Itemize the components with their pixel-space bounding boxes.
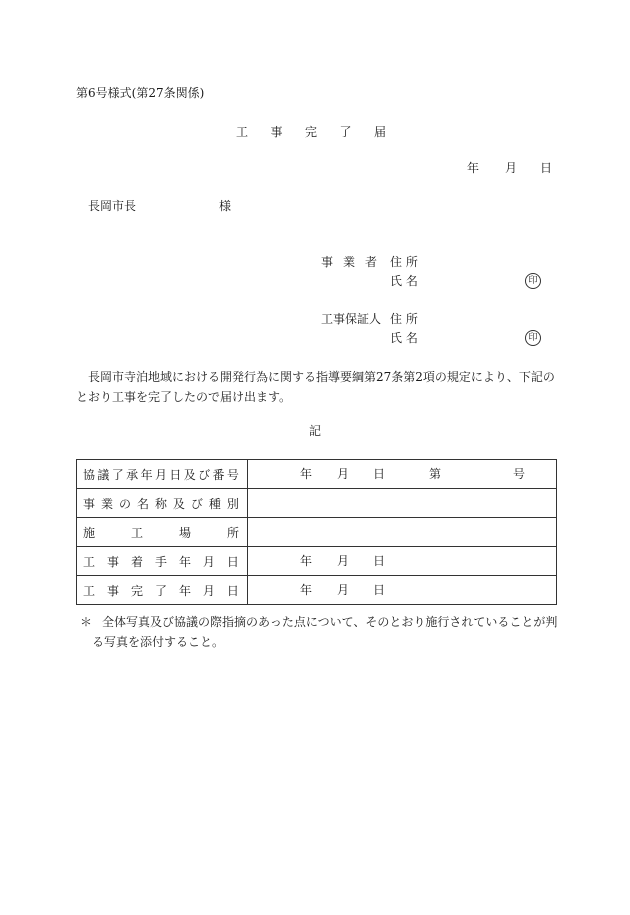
table-row xyxy=(77,489,557,518)
date-year: 年 xyxy=(467,161,480,175)
details-table xyxy=(76,459,557,605)
label-char: 番 xyxy=(212,467,225,482)
label-char: 業 xyxy=(100,496,113,511)
value-month: 月 xyxy=(337,554,350,568)
label-char: 別 xyxy=(226,496,239,511)
asterisk-mark: ＊ xyxy=(80,615,93,629)
label-char: 了 xyxy=(111,467,124,482)
ki-heading: 記 xyxy=(309,424,322,438)
role-char: 業 xyxy=(342,255,355,269)
label-char: 着 xyxy=(130,554,143,569)
label-char: 施 xyxy=(83,525,96,540)
label-char: び xyxy=(198,467,211,482)
label-char: 協 xyxy=(83,467,96,482)
label-char: 及 xyxy=(183,467,196,482)
footnote xyxy=(80,612,560,652)
title-char: 了 xyxy=(339,125,352,139)
guarantor-name-label: 氏 名 xyxy=(390,331,418,345)
label-char: 議 xyxy=(97,467,110,482)
label-char: 号 xyxy=(226,467,239,482)
role-char: 事 xyxy=(321,255,334,269)
label-char: 日 xyxy=(226,583,239,598)
label-char: 年 xyxy=(178,554,191,569)
label-char: 月 xyxy=(154,467,167,482)
label-char: 名 xyxy=(136,496,149,511)
row-label xyxy=(77,518,248,547)
label-char: 了 xyxy=(154,583,167,598)
label-char: 日 xyxy=(226,554,239,569)
label-char: 工 xyxy=(130,525,143,540)
role-char: 者 xyxy=(364,255,377,269)
row-label xyxy=(77,576,248,605)
label-char: 事 xyxy=(83,496,96,511)
value-day: 日 xyxy=(373,583,386,597)
table-row xyxy=(77,460,557,489)
value-day: 日 xyxy=(373,467,386,481)
label-char: 日 xyxy=(169,467,182,482)
guarantor-address-label: 住 所 xyxy=(390,312,418,326)
addressee-name: 長岡市長 xyxy=(88,199,137,213)
label-char: 承 xyxy=(126,467,139,482)
title-char: 完 xyxy=(304,125,317,139)
label-char: 完 xyxy=(130,583,143,598)
label-char: 手 xyxy=(154,554,167,569)
value-number-prefix: 第 xyxy=(429,467,442,481)
value-month: 月 xyxy=(337,467,350,481)
row-value[interactable] xyxy=(248,489,557,518)
title-char: 工 xyxy=(236,125,249,139)
addressee-honorific: 様 xyxy=(219,199,232,213)
value-year: 年 xyxy=(300,554,313,568)
document-title xyxy=(236,126,386,138)
table-row xyxy=(77,518,557,547)
row-value[interactable] xyxy=(248,460,557,489)
label-char: 称 xyxy=(154,496,167,511)
label-char: 月 xyxy=(202,554,215,569)
guarantor-role: 工事保証人 xyxy=(321,312,382,326)
label-char: 種 xyxy=(208,496,221,511)
title-char: 届 xyxy=(373,125,386,139)
label-char: び xyxy=(190,496,203,511)
label-char: 事 xyxy=(106,583,119,598)
table-row xyxy=(77,576,557,605)
label-char: 所 xyxy=(226,525,239,540)
seal-icon: 印 xyxy=(525,330,541,346)
date-month: 月 xyxy=(505,161,518,175)
label-char: 年 xyxy=(140,467,153,482)
body-paragraph: 長岡市寺泊地域における開発行為に関する指導要綱第27条第2項の規定により、下記のとおり工事を完了したので届け出ます。 xyxy=(76,370,555,404)
date-day: 日 xyxy=(540,161,553,175)
title-char: 事 xyxy=(270,125,283,139)
label-char: の xyxy=(118,496,131,511)
row-value[interactable] xyxy=(248,547,557,576)
value-number-suffix: 号 xyxy=(513,467,526,481)
row-value[interactable] xyxy=(248,518,557,547)
seal-icon: 印 xyxy=(525,273,541,289)
value-month: 月 xyxy=(337,583,350,597)
value-day: 日 xyxy=(373,554,386,568)
row-label xyxy=(77,489,248,518)
applicant-address-label: 住 所 xyxy=(390,255,418,269)
label-char: 場 xyxy=(178,525,191,540)
applicant-name-label: 氏 名 xyxy=(390,274,418,288)
label-char: 月 xyxy=(202,583,215,598)
footnote-text: 全体写真及び協議の際指摘のあった点について、そのとおり施行されていることが判る写真を添付すること。 xyxy=(92,615,558,649)
label-char: 工 xyxy=(83,554,96,569)
label-char: 事 xyxy=(106,554,119,569)
applicant-role xyxy=(321,256,377,268)
value-year: 年 xyxy=(300,467,313,481)
row-label xyxy=(77,460,248,489)
label-char: 工 xyxy=(83,583,96,598)
label-char: 年 xyxy=(178,583,191,598)
value-year: 年 xyxy=(300,583,313,597)
label-char: 及 xyxy=(172,496,185,511)
row-label xyxy=(77,547,248,576)
table-row xyxy=(77,547,557,576)
form-number: 第6号様式(第27条関係) xyxy=(76,86,205,100)
row-value[interactable] xyxy=(248,576,557,605)
